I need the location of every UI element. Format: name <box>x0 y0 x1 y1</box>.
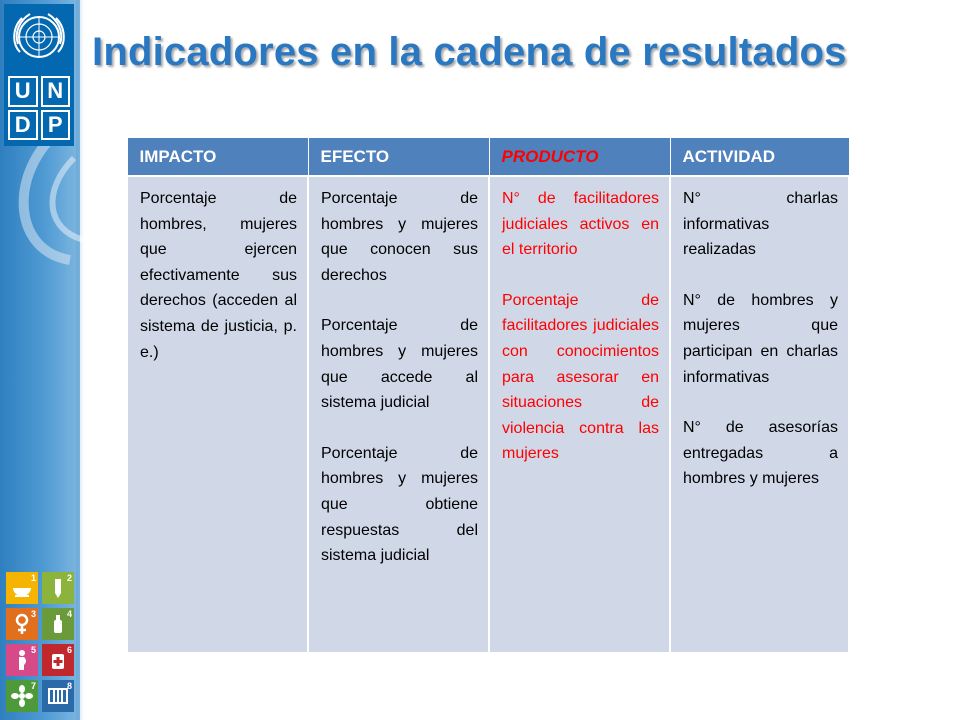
mdg-goal-5-tile <box>6 644 38 676</box>
pencil-icon <box>52 577 64 599</box>
bowl-icon <box>11 578 33 598</box>
logo-letter: P <box>41 110 71 141</box>
partnership-icon <box>47 686 69 706</box>
logo-letter: N <box>41 76 71 107</box>
header-actividad: ACTIVIDAD <box>670 138 849 177</box>
mdg-goal-3-tile <box>6 608 38 640</box>
female-symbol-icon <box>14 613 30 635</box>
undp-logo <box>4 4 74 146</box>
indicator-text: Porcentaje de facilitadores judiciales con conocimientos para asesorar en situaciones de violencia contra las mujeres <box>502 291 659 463</box>
mdg-goal-7-tile <box>6 680 38 712</box>
indicator-text: Porcentaje de hombres y mujeres que obtiene respuestas del sistema judicial <box>321 444 478 565</box>
indicator-text: N° de hombres y mujeres que participan en charlas informativas <box>683 291 838 386</box>
mdg-icons-panel <box>6 572 74 712</box>
indicator-text: N° charlas informativas realizadas <box>683 190 838 259</box>
cell-efecto <box>308 176 489 653</box>
mdg-goal-8-tile <box>42 680 74 712</box>
table-row <box>127 176 849 653</box>
results-chain-table <box>126 137 850 654</box>
cell-producto <box>489 176 670 653</box>
header-producto: PRODUCTO <box>489 138 670 177</box>
header-impacto: IMPACTO <box>127 138 308 177</box>
table-header-row <box>127 138 849 177</box>
un-emblem-icon <box>10 8 68 66</box>
indicator-text: N° de asesorías entregadas a hombres y mujeres <box>683 419 838 488</box>
mdg-number: 7 <box>30 681 36 691</box>
mdg-number: 1 <box>30 573 36 583</box>
mdg-goal-6-tile <box>42 644 74 676</box>
indicator-text: N° de facilitadores judiciales activos en el territorio <box>502 190 659 259</box>
pregnant-woman-icon <box>15 649 29 671</box>
plant-icon <box>11 685 33 707</box>
undp-letters <box>8 76 70 140</box>
mdg-goal-2-tile <box>42 572 74 604</box>
mdg-number: 4 <box>66 609 72 619</box>
indicator-text: Porcentaje de hombres y mujeres que accede al sistema judicial <box>321 317 478 412</box>
cell-impacto <box>127 176 308 653</box>
header-efecto: EFECTO <box>308 138 489 177</box>
mdg-goal-4-tile <box>42 608 74 640</box>
mdg-goal-1-tile <box>6 572 38 604</box>
logo-letter: U <box>8 76 38 107</box>
mdg-number: 3 <box>30 609 36 619</box>
indicator-text: Porcentaje de hombres, mujeres que ejercen efectivamente sus derechos (acceden al sistema de justicia, p. e.) <box>140 190 297 361</box>
mdg-number: 8 <box>66 681 72 691</box>
indicator-text: Porcentaje de hombres y mujeres que conocen sus derechos <box>321 190 478 284</box>
slide-title: Indicadores en la cadena de resultados <box>92 30 847 74</box>
mdg-number: 2 <box>66 573 72 583</box>
mdg-number: 5 <box>30 645 36 655</box>
mdg-number: 6 <box>66 645 72 655</box>
logo-letter: D <box>8 110 38 141</box>
medicine-icon <box>51 650 65 670</box>
cell-actividad <box>670 176 849 653</box>
baby-bottle-icon <box>52 613 64 635</box>
